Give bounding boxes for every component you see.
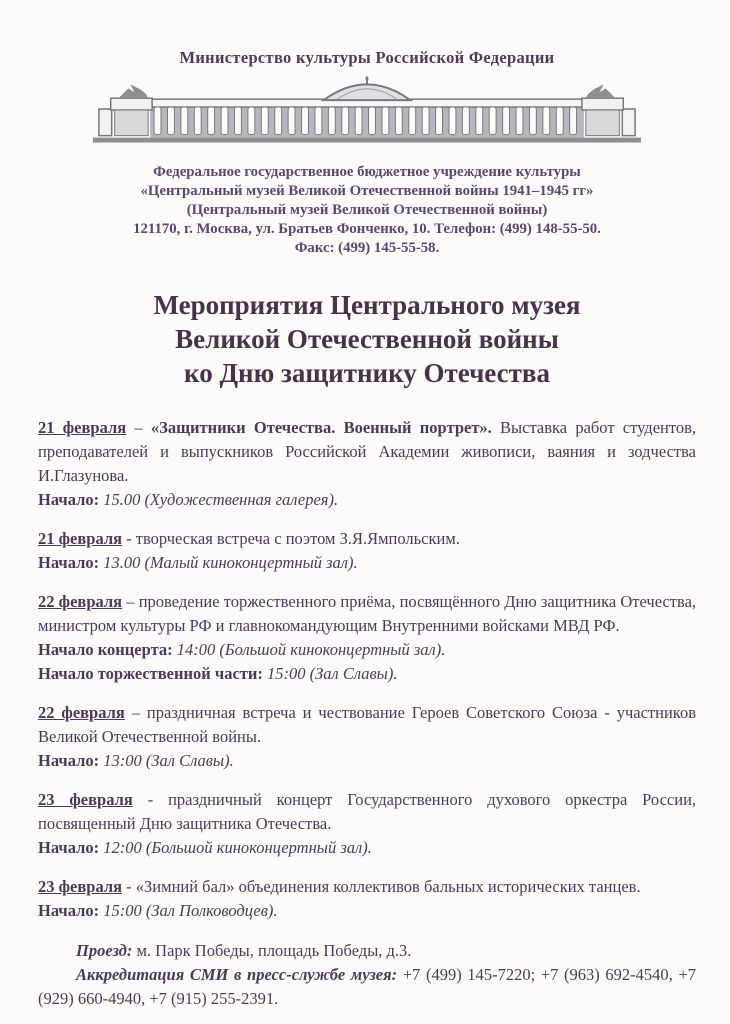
event-date: 21 февраля [38, 529, 123, 548]
time-label: Начало: [38, 838, 100, 857]
org-address-line: 121170, г. Москва, ул. Братьев Фонченко, 10. Телефон: (499) 148-55-50. [133, 221, 601, 237]
event-time [38, 662, 696, 686]
organization-block [38, 163, 696, 258]
time-value: 12:00 (Большой киноконцертный зал). [103, 838, 372, 857]
event-separator: - [126, 877, 132, 896]
time-value: 15:00 (Зал Полководцев). [103, 901, 278, 920]
org-shortname-line: (Центральный музей Великой Отечественной войны) [186, 202, 548, 218]
museum-building-illustration [91, 76, 643, 146]
time-value: 15:00 (Зал Славы). [267, 664, 398, 683]
footer-info [38, 939, 696, 1011]
accreditation-label: Аккредитация СМИ в пресс-службе музея: [76, 965, 398, 984]
event-date: 22 февраля [38, 703, 125, 722]
time-value: 14:00 (Большой киноконцертный зал). [176, 640, 446, 659]
page-title [38, 288, 696, 390]
org-type-line: Федеральное государственное бюджетное учреждение культуры [153, 164, 581, 180]
event-paragraph [38, 875, 696, 899]
event-paragraph [38, 590, 696, 638]
transit-line [38, 939, 696, 963]
event-text: Выставка работ студентов, преподавателей и выпускников Российской Академии живописи, ваяния и зодчества И.Глазунова. [38, 418, 697, 485]
title-line-1: Мероприятия Центрального музея [153, 290, 581, 320]
event-text: праздничный концерт Государственного духового оркестра России, посвященный Дню защитника Отечества. [38, 790, 697, 833]
event-time [38, 551, 696, 575]
event-time [38, 836, 696, 860]
event-date: 21 февраля [38, 418, 127, 437]
event-time [38, 749, 696, 773]
event-time [38, 899, 696, 923]
event-text: «Зимний бал» объединения коллективов бальных исторических танцев. [135, 877, 641, 896]
event-item [38, 875, 696, 923]
transit-value: м. Парк Победы, площадь Победы, д.3. [136, 941, 412, 960]
org-name-line: «Центральный музей Великой Отечественной войны 1941–1945 гг» [140, 183, 594, 199]
time-label: Начало: [38, 553, 100, 572]
event-item [38, 788, 696, 860]
events-list [38, 416, 696, 923]
event-title: «Защитники Отечества. Военный портрет». [150, 418, 492, 437]
time-label: Начало: [38, 490, 100, 509]
event-item [38, 590, 696, 686]
accreditation-line [38, 963, 696, 1011]
event-paragraph [38, 416, 696, 488]
title-line-2: Великой Отечественной войны [175, 324, 559, 354]
event-paragraph [38, 701, 696, 749]
transit-label: Проезд: [76, 941, 133, 960]
event-date: 23 февраля [38, 877, 123, 896]
event-separator: – [131, 703, 140, 722]
event-separator: – [126, 592, 135, 611]
event-time [38, 488, 696, 512]
event-text: творческая встреча с поэтом З.Я.Ямпольским. [135, 529, 460, 548]
org-fax-line: Факс: (499) 145-55-58. [294, 240, 440, 256]
time-label: Начало: [38, 901, 100, 920]
time-value: 15.00 (Художественная галерея). [103, 490, 339, 509]
time-label: Начало концерта: [38, 640, 173, 659]
event-paragraph [38, 788, 696, 836]
time-label: Начало торжественной части: [38, 664, 263, 683]
accreditation-value: +7 (499) 145-7220; +7 (963) 692-4540, +7 (929) 660-4940, +7 (915) 255-2391. [38, 965, 697, 1008]
letterhead-logo [38, 76, 696, 151]
event-item [38, 416, 696, 512]
time-value: 13:00 (Зал Славы). [103, 751, 234, 770]
event-item [38, 701, 696, 773]
time-value: 13.00 (Малый киноконцертный зал). [103, 553, 358, 572]
event-time [38, 638, 696, 662]
event-item [38, 527, 696, 575]
title-line-3: ко Дню защитнику Отечества [184, 358, 550, 388]
event-date: 23 февраля [38, 790, 133, 809]
time-label: Начало: [38, 751, 100, 770]
event-paragraph [38, 527, 696, 551]
event-date: 22 февраля [38, 592, 123, 611]
event-text: праздничная встреча и чествование Героев Советского Союза - участников Великой Отечественной войны. [38, 703, 697, 746]
event-separator: - [147, 790, 154, 809]
event-separator: - [126, 529, 132, 548]
event-separator: – [134, 418, 143, 437]
ministry-header: Министерство культуры Российской Федерации [179, 48, 555, 67]
event-text: проведение торжественного приёма, посвящённого Дню защитника Отечества, министром культуры РФ и главнокомандующим Внутренними войсками МВД РФ. [38, 592, 697, 635]
